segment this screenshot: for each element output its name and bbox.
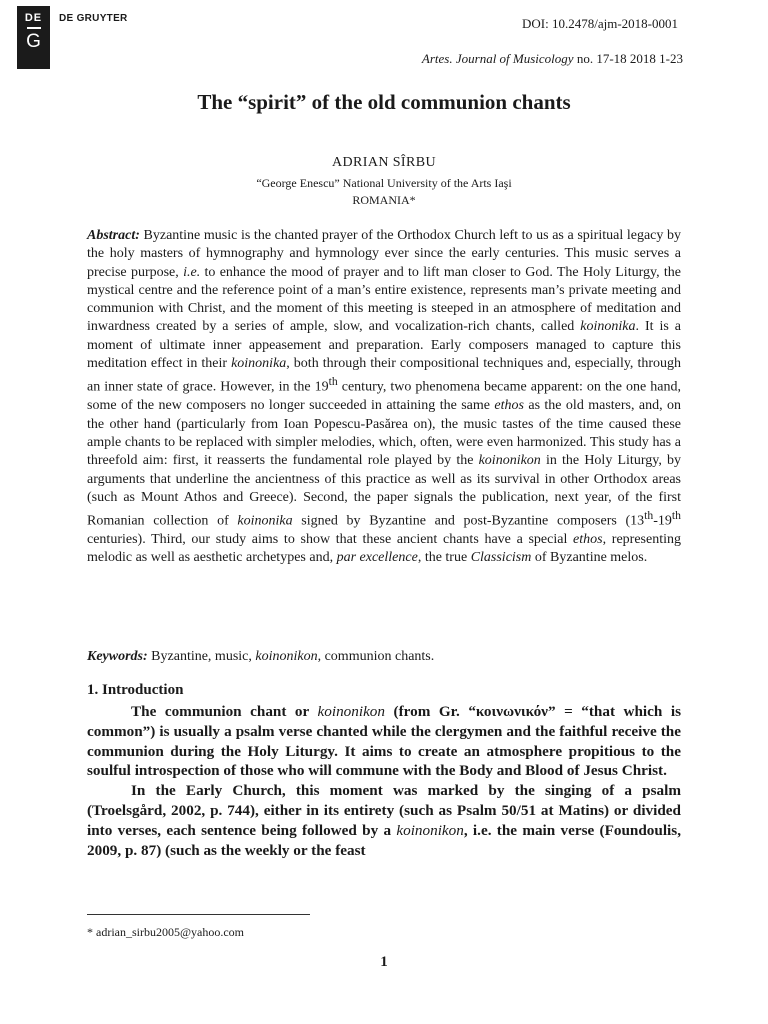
keywords (87, 649, 681, 665)
section-body (87, 702, 681, 860)
abstract-emphasis: par excellence (336, 550, 418, 566)
journal-citation (422, 51, 683, 67)
keywords-label: Keywords: (87, 649, 148, 664)
author-name: ADRIAN SÎRBU (332, 155, 436, 170)
journal-issue: no. 17-18 2018 1-23 (573, 51, 683, 66)
paragraph (87, 702, 681, 781)
paragraph-emphasis: koinonikon (317, 703, 385, 720)
abstract-text: Byzantine music is the chanted prayer of the Orthodox Church left to us as a spiritual legacy by the holy masters of hymnography and hymnology ever since the early centuries. This music serves a precise purpose, (87, 228, 681, 280)
abstract-emphasis: koinonika (237, 513, 293, 529)
author-country: ROMANIA* (352, 193, 416, 207)
abstract-emphasis: koinonika (580, 319, 636, 335)
paragraph-emphasis: koinonikon (396, 821, 464, 839)
abstract-text: of Byzantine melos. (531, 550, 648, 566)
paragraph-text: In the Early Church, this moment was marked by the singing of a psalm (Troelsgård, 2002, p. 744), either in its entirety (such as Psalm 50/51 at Matins) or divided into verses, each sentence being followed by a (87, 782, 681, 839)
abstract-emphasis: koinonikon (478, 453, 541, 469)
abstract-superscript: th (328, 375, 338, 389)
author-affiliation: “George Enescu” National University of the Arts Iaşi (256, 176, 512, 190)
abstract-emphasis: ethos (573, 532, 603, 548)
doi: DOI: 10.2478/ajm-2018-0001 (522, 16, 678, 31)
page-number: 1 (380, 954, 388, 970)
abstract-text: , the true (417, 550, 471, 566)
abstract-superscript: th (671, 509, 681, 523)
abstract-text: centuries). Third, our study aims to show that these ancient chants have a special (87, 532, 574, 548)
journal-name: Artes. Journal of Musicology (421, 51, 574, 66)
logo-divider (27, 27, 41, 29)
paragraph (87, 781, 681, 860)
paragraph-text: , i.e. the main verse (Foundoulis, 2009, p. 87) (such as the weekly or the feast (87, 821, 681, 859)
abstract-label: Abstract: (87, 228, 140, 243)
footnote: * adrian_sirbu2005@yahoo.com (87, 925, 245, 939)
paragraph-text: The communion chant or (131, 703, 318, 720)
abstract-text: as the old masters, and, on the other hand (particularly from Ioan Popescu-Pasărea on), the music tastes of the time caused these ample chants to be replaced with simpler melodies, which, often, were even harmonized. This study has a threefold aim: first, it reasserts the fundamental role played by the (87, 398, 682, 469)
abstract (87, 227, 681, 568)
abstract-text: signed by Byzantine and post-Byzantine composers (13 (292, 513, 645, 529)
logo-bottom-text: G (26, 31, 41, 52)
keywords-emphasis: koinonikon (255, 649, 318, 664)
abstract-text: in the Holy Liturgy, by arguments that underline the ancientness of this practice as well as its survival in other Orthodox areas (such as Mount Athos and Greece). Second, the paper signals the publication, next year, of the first Romanian collection of (87, 453, 681, 529)
abstract-text: , both through their compositional techniques and, especially, through an inner state of grace. However, in the 19 (87, 356, 681, 396)
publisher-name: DE GRUYTER (59, 13, 128, 24)
abstract-emphasis: Classicism (470, 550, 532, 566)
keywords-text: , communion chants. (317, 649, 435, 664)
paper-title: The “spirit” of the old communion chants (197, 90, 571, 114)
abstract-emphasis: ethos (494, 398, 524, 414)
section-heading: 1. Introduction (87, 682, 184, 698)
abstract-text: to enhance the mood of prayer and to lift man closer to God. The Holy Liturgy, the mystical centre and the reference point of a man’s entire existence, represents man’s private meeting and communion with Christ, and the moment of this meeting is steeped in an atmosphere of meditation and inwardness created by a series of ample, slow, and vocalization-rich chants, called (87, 264, 681, 335)
keywords-text: Byzantine, music, (147, 649, 256, 664)
abstract-text: , representing melodic as well as aesthetic archetypes and, (87, 532, 681, 566)
abstract-superscript: th (644, 509, 654, 523)
paragraph-text: (from Gr. “κοινωνικόν” = “that which is common”) is usually a psalm verse chanted while the clergymen and the faithful receive the communion during the Holy Liturgy. It aims to create an atmosphere propitious to the soulful introspection of those who will commune with the Body and Blood of Jesus Christ. (87, 703, 681, 780)
publisher-logo (17, 6, 50, 69)
abstract-text: . It is a moment of ultimate inner appeasement and preparation. Early composers managed to capture this meditation effect in their (87, 319, 681, 372)
abstract-emphasis: koinonika (231, 356, 287, 372)
footnote-rule (87, 914, 310, 915)
abstract-text: -19 (653, 513, 672, 529)
abstract-text: century, two phenomena became apparent: on the one hand, some of the new composers no longer succeeded in attaining the same (87, 380, 682, 414)
abstract-emphasis: i.e. (183, 264, 201, 280)
logo-top-text: DE (24, 12, 43, 24)
